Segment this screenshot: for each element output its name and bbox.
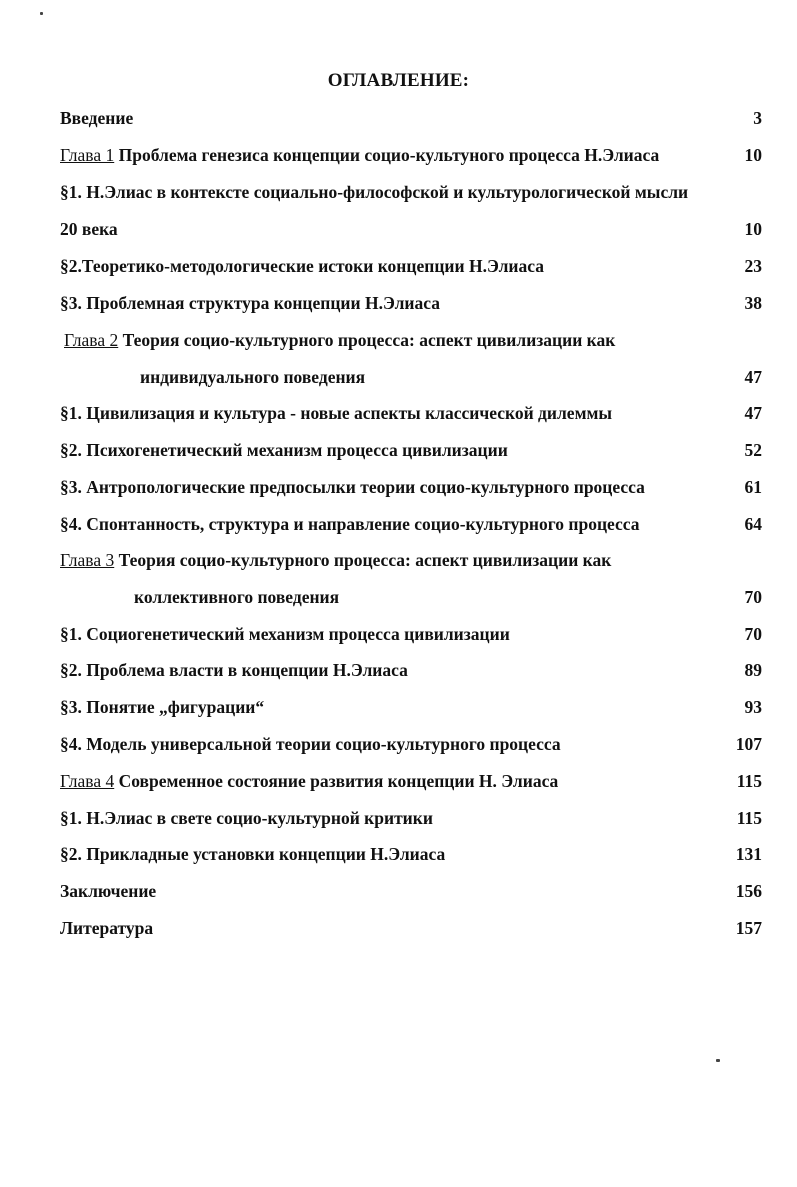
toc-entry-text: коллективного поведения — [134, 587, 340, 607]
toc-entry-text: 20 века — [60, 219, 118, 239]
chapter-label: Глава 1 — [60, 145, 115, 165]
toc-entry-text: §1. Цивилизация и культура - новые аспекты классической дилеммы — [60, 403, 613, 423]
toc-entry-section[interactable] — [60, 843, 762, 865]
toc-entry-text — [60, 144, 659, 166]
toc-entry-page: 23 — [744, 256, 762, 276]
toc-entry-page: 131 — [735, 844, 762, 864]
toc-entry-continuation[interactable] — [60, 218, 762, 240]
toc-heading: ОГЛАВЛЕНИЕ: — [327, 70, 470, 91]
chapter-title: Теория социо-культурного процесса: аспект цивилизации как — [114, 550, 612, 570]
toc-entry-text: Введение — [60, 108, 134, 128]
toc-entry-page: 10 — [744, 145, 762, 165]
toc-entry-text: §1. Н.Элиас в свете социо-культурной критики — [60, 808, 433, 828]
toc-entry-continuation[interactable] — [140, 366, 762, 388]
toc-entry-section[interactable] — [60, 733, 762, 755]
chapter-title: Проблема генезиса концепции социо-культуного процесса Н.Элиаса — [114, 145, 660, 165]
toc-entry-section[interactable] — [60, 696, 762, 718]
toc-entry-text — [64, 329, 615, 351]
toc-entry-text: §2. Проблема власти в концепции Н.Элиаса — [60, 660, 408, 680]
toc-entry-page: 115 — [736, 808, 762, 828]
toc-entry-text: §3. Проблемная структура концепции Н.Элиаса — [60, 293, 440, 313]
scan-speck — [716, 1059, 720, 1062]
toc-entry-chapter-4[interactable] — [60, 770, 762, 792]
toc-entry-text: §4. Спонтанность, структура и направление социо-культурного процесса — [60, 514, 640, 534]
toc-entry-section[interactable] — [60, 402, 762, 424]
toc-entry-text — [60, 770, 558, 792]
toc-entry-text — [60, 549, 611, 571]
chapter-label: Глава 4 — [60, 771, 115, 791]
toc-entry-page: 156 — [735, 881, 762, 901]
toc-entry-continuation[interactable] — [134, 586, 762, 608]
toc-entry-page: 70 — [744, 624, 762, 644]
toc-entry-section[interactable] — [60, 513, 762, 535]
toc-entry-chapter-1[interactable] — [60, 144, 762, 166]
toc-entry-page: 93 — [744, 697, 762, 717]
toc-entry-text: §1. Социогенетический механизм процесса цивилизации — [60, 624, 510, 644]
toc-entry-section[interactable] — [60, 807, 762, 829]
toc-entry-text: Литература — [60, 918, 154, 938]
toc-entry-page: 61 — [744, 477, 762, 497]
toc-entry-page: 10 — [744, 219, 762, 239]
toc-entry-introduction[interactable] — [60, 107, 762, 129]
chapter-title: Теория социо-культурного процесса: аспект цивилизации как — [118, 330, 616, 350]
toc-entry-page: 47 — [744, 367, 762, 387]
toc-entry-page: 70 — [744, 587, 762, 607]
toc-entry-chapter-2[interactable] — [64, 329, 762, 351]
toc-entry-bibliography[interactable] — [60, 917, 762, 939]
toc-entry-section[interactable] — [60, 255, 762, 277]
toc-entry-section[interactable] — [60, 181, 750, 203]
toc-entry-section[interactable] — [60, 292, 762, 314]
toc-entry-text: §3. Антропологические предпосылки теории социо-культурного процесса — [60, 477, 645, 497]
toc-entry-section[interactable] — [60, 439, 762, 461]
toc-entry-chapter-3[interactable] — [60, 549, 762, 571]
toc-entry-conclusion[interactable] — [60, 880, 762, 902]
toc-entry-page: 38 — [744, 293, 762, 313]
toc-entry-page: 107 — [735, 734, 762, 754]
toc-entry-page: 89 — [744, 660, 762, 680]
toc-entry-section[interactable] — [60, 623, 762, 645]
toc-entry-page: 115 — [736, 771, 762, 791]
scan-speck — [40, 12, 43, 15]
toc-entry-page: 3 — [753, 108, 762, 128]
toc-entry-page: 64 — [744, 514, 762, 534]
chapter-title: Современное состояние развития концепции Н. Элиаса — [114, 771, 559, 791]
toc-entry-text: §2.Теоретико-методологические истоки концепции Н.Элиаса — [60, 256, 544, 276]
toc-entry-page: 157 — [735, 918, 762, 938]
toc-entry-text: §2. Психогенетический механизм процесса цивилизации — [60, 440, 508, 460]
toc-entry-section[interactable] — [60, 659, 762, 681]
toc-entry-text: §4. Модель универсальной теории социо-культурного процесса — [60, 734, 561, 754]
toc-entry-text: §3. Понятие „фигурации“ — [60, 697, 265, 717]
chapter-label: Глава 3 — [60, 550, 115, 570]
toc-entry-text: §1. Н.Элиас в контексте социально-философской и культурологической мысли — [60, 182, 689, 202]
toc-entry-text: индивидуального поведения — [140, 367, 366, 387]
toc-entry-section[interactable] — [60, 476, 762, 498]
chapter-label: Глава 2 — [64, 330, 119, 350]
toc-entry-page: 52 — [744, 440, 762, 460]
toc-entry-text: Заключение — [60, 881, 157, 901]
toc-entry-text: §2. Прикладные установки концепции Н.Элиаса — [60, 844, 446, 864]
toc-entry-page: 47 — [744, 403, 762, 423]
